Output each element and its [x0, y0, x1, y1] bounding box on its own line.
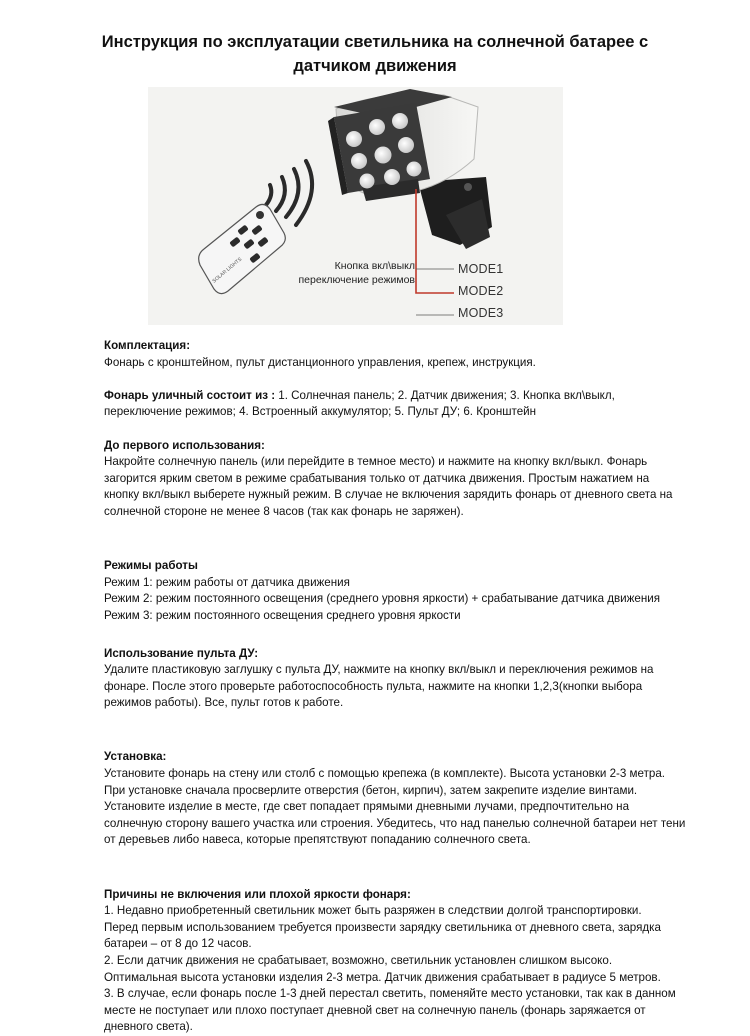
wall-bracket [418, 177, 492, 249]
section-line: Установите изделие в месте, где свет попадает прямыми дневными лучами, предпочтительно на [104, 800, 630, 814]
section-line: батареи – от 8 до 12 часов. [104, 937, 252, 951]
title-line-1: Инструкция по эксплуатации светильника на солнечной батарее с [101, 33, 649, 51]
section-line: Режим 2: режим постоянного освещения (среднего уровня яркости) + срабатывание датчика движения [104, 592, 661, 606]
section-line: солнечную сторону вашего участка или строения. Убедитесь, что над панелью солнечной батареи нет тени [104, 816, 686, 830]
section-line: Установите фонарь на стену или столб с помощью крепежа (в комплекте). Высота установки 2-3 метра. [104, 767, 666, 781]
section-line: Фонарь с кронштейном, пульт дистанционного управления, крепеж, инструкция. [104, 355, 536, 369]
section-heading: Режимы работы [104, 559, 198, 573]
section-remote [104, 646, 664, 712]
section-before-use [104, 438, 673, 521]
section-line: режимов работы). Все, пульт готов к работе. [104, 696, 344, 710]
remote-control [199, 204, 286, 293]
section-line: Удалите пластиковую заглушку с пульта ДУ, нажмите на кнопку вкл/выкл и переключения режимов на [104, 663, 654, 677]
section-install [104, 749, 686, 849]
section-line: Оптимальная высота установки изделия 2-3 метра. Датчик движения срабатывает в радиусе 5 метров. [104, 970, 661, 984]
section-line: При установке сначала просверлите отверстия (бетон, кирпич), затем закрепите изделие винтами. [104, 783, 638, 797]
section-line [104, 388, 664, 405]
section-modes [104, 558, 664, 624]
section-heading: Фонарь уличный состоит из : [104, 388, 276, 402]
section-line: Режим 1: режим работы от датчика движения [104, 575, 350, 589]
section-heading: Причины не включения или плохой яркости фонаря: [104, 887, 411, 901]
mode-label-2: MODE2 [458, 284, 504, 298]
section-line: месте не поступает или плохо поступает дневной свет на солнечную панель (фонарь заряжается от [104, 1003, 646, 1017]
button-callout [287, 259, 415, 287]
document-title [60, 30, 690, 78]
section-line: переключение режимов; 4. Встроенный аккумулятор; 5. Пульт ДУ; 6. Кронштейн [104, 405, 537, 419]
section-line: Режим 3: режим постоянного освещения среднего уровня яркости [104, 608, 461, 622]
section-line: загорится ярким светом в режиме срабатывания только от датчика движения. Простым нажатием на [104, 471, 650, 485]
mode-leader-lines [416, 269, 454, 315]
section-heading: Использование пульта ДУ: [104, 646, 259, 660]
section-line: фонаре. После этого проверьте работоспособность пульта, нажмите на кнопки 1,2,3(кнопки выбора [104, 679, 643, 693]
section-line: 2. Если датчик движения не срабатывает, возможно, светильник установлен слишком высоко. [104, 954, 613, 967]
section-line: 1. Недавно приобретенный светильник может быть разряжен в следствии долгой транспортировки. [104, 904, 642, 918]
section-line: от деревьев либо навеса, которые препятствуют попаданию солнечного света. [104, 833, 531, 847]
mode-label-3: MODE3 [458, 306, 504, 320]
title-line-2: датчиком движения [293, 57, 457, 75]
section-line: дневного света). [104, 1020, 193, 1034]
section-parts [104, 388, 664, 421]
callout-line-1: Кнопка вкл\выкл [334, 260, 415, 272]
callout-line-2: переключение режимов [298, 274, 415, 286]
section-heading: До первого использования: [104, 438, 265, 452]
section-heading: Комплектация: [104, 339, 191, 352]
section-troubleshoot [104, 887, 676, 1036]
section-line: солнечной стороне не менее 8 часов (так как фонарь не заряжен). [104, 504, 464, 518]
remote-text: SOLAR LIGHTS [211, 256, 244, 285]
section-line: Перед первым использованием требуется произвести зарядку светильника от дневного света, зарядка [104, 920, 661, 934]
mode-label-1: MODE1 [458, 262, 504, 276]
section-line: 3. В случае, если фонарь после 1-3 дней перестал светить, поменяйте место установки, так как в данном [104, 987, 676, 1001]
section-kit [104, 338, 664, 371]
section-line: кнопку вкл/выкл выберете нужный режим. В случае не включения зарядить фонарь от дневного света на [104, 488, 673, 502]
parts-list-start: 1. Солнечная панель; 2. Датчик движения; 3. Кнопка вкл\выкл, [275, 388, 615, 402]
instruction-body [104, 338, 686, 1036]
section-line: Накройте солнечную панель (или перейдите в темное место) и нажмите на кнопку вкл/выкл. Фонарь [104, 455, 648, 469]
section-heading: Установка: [104, 750, 167, 764]
